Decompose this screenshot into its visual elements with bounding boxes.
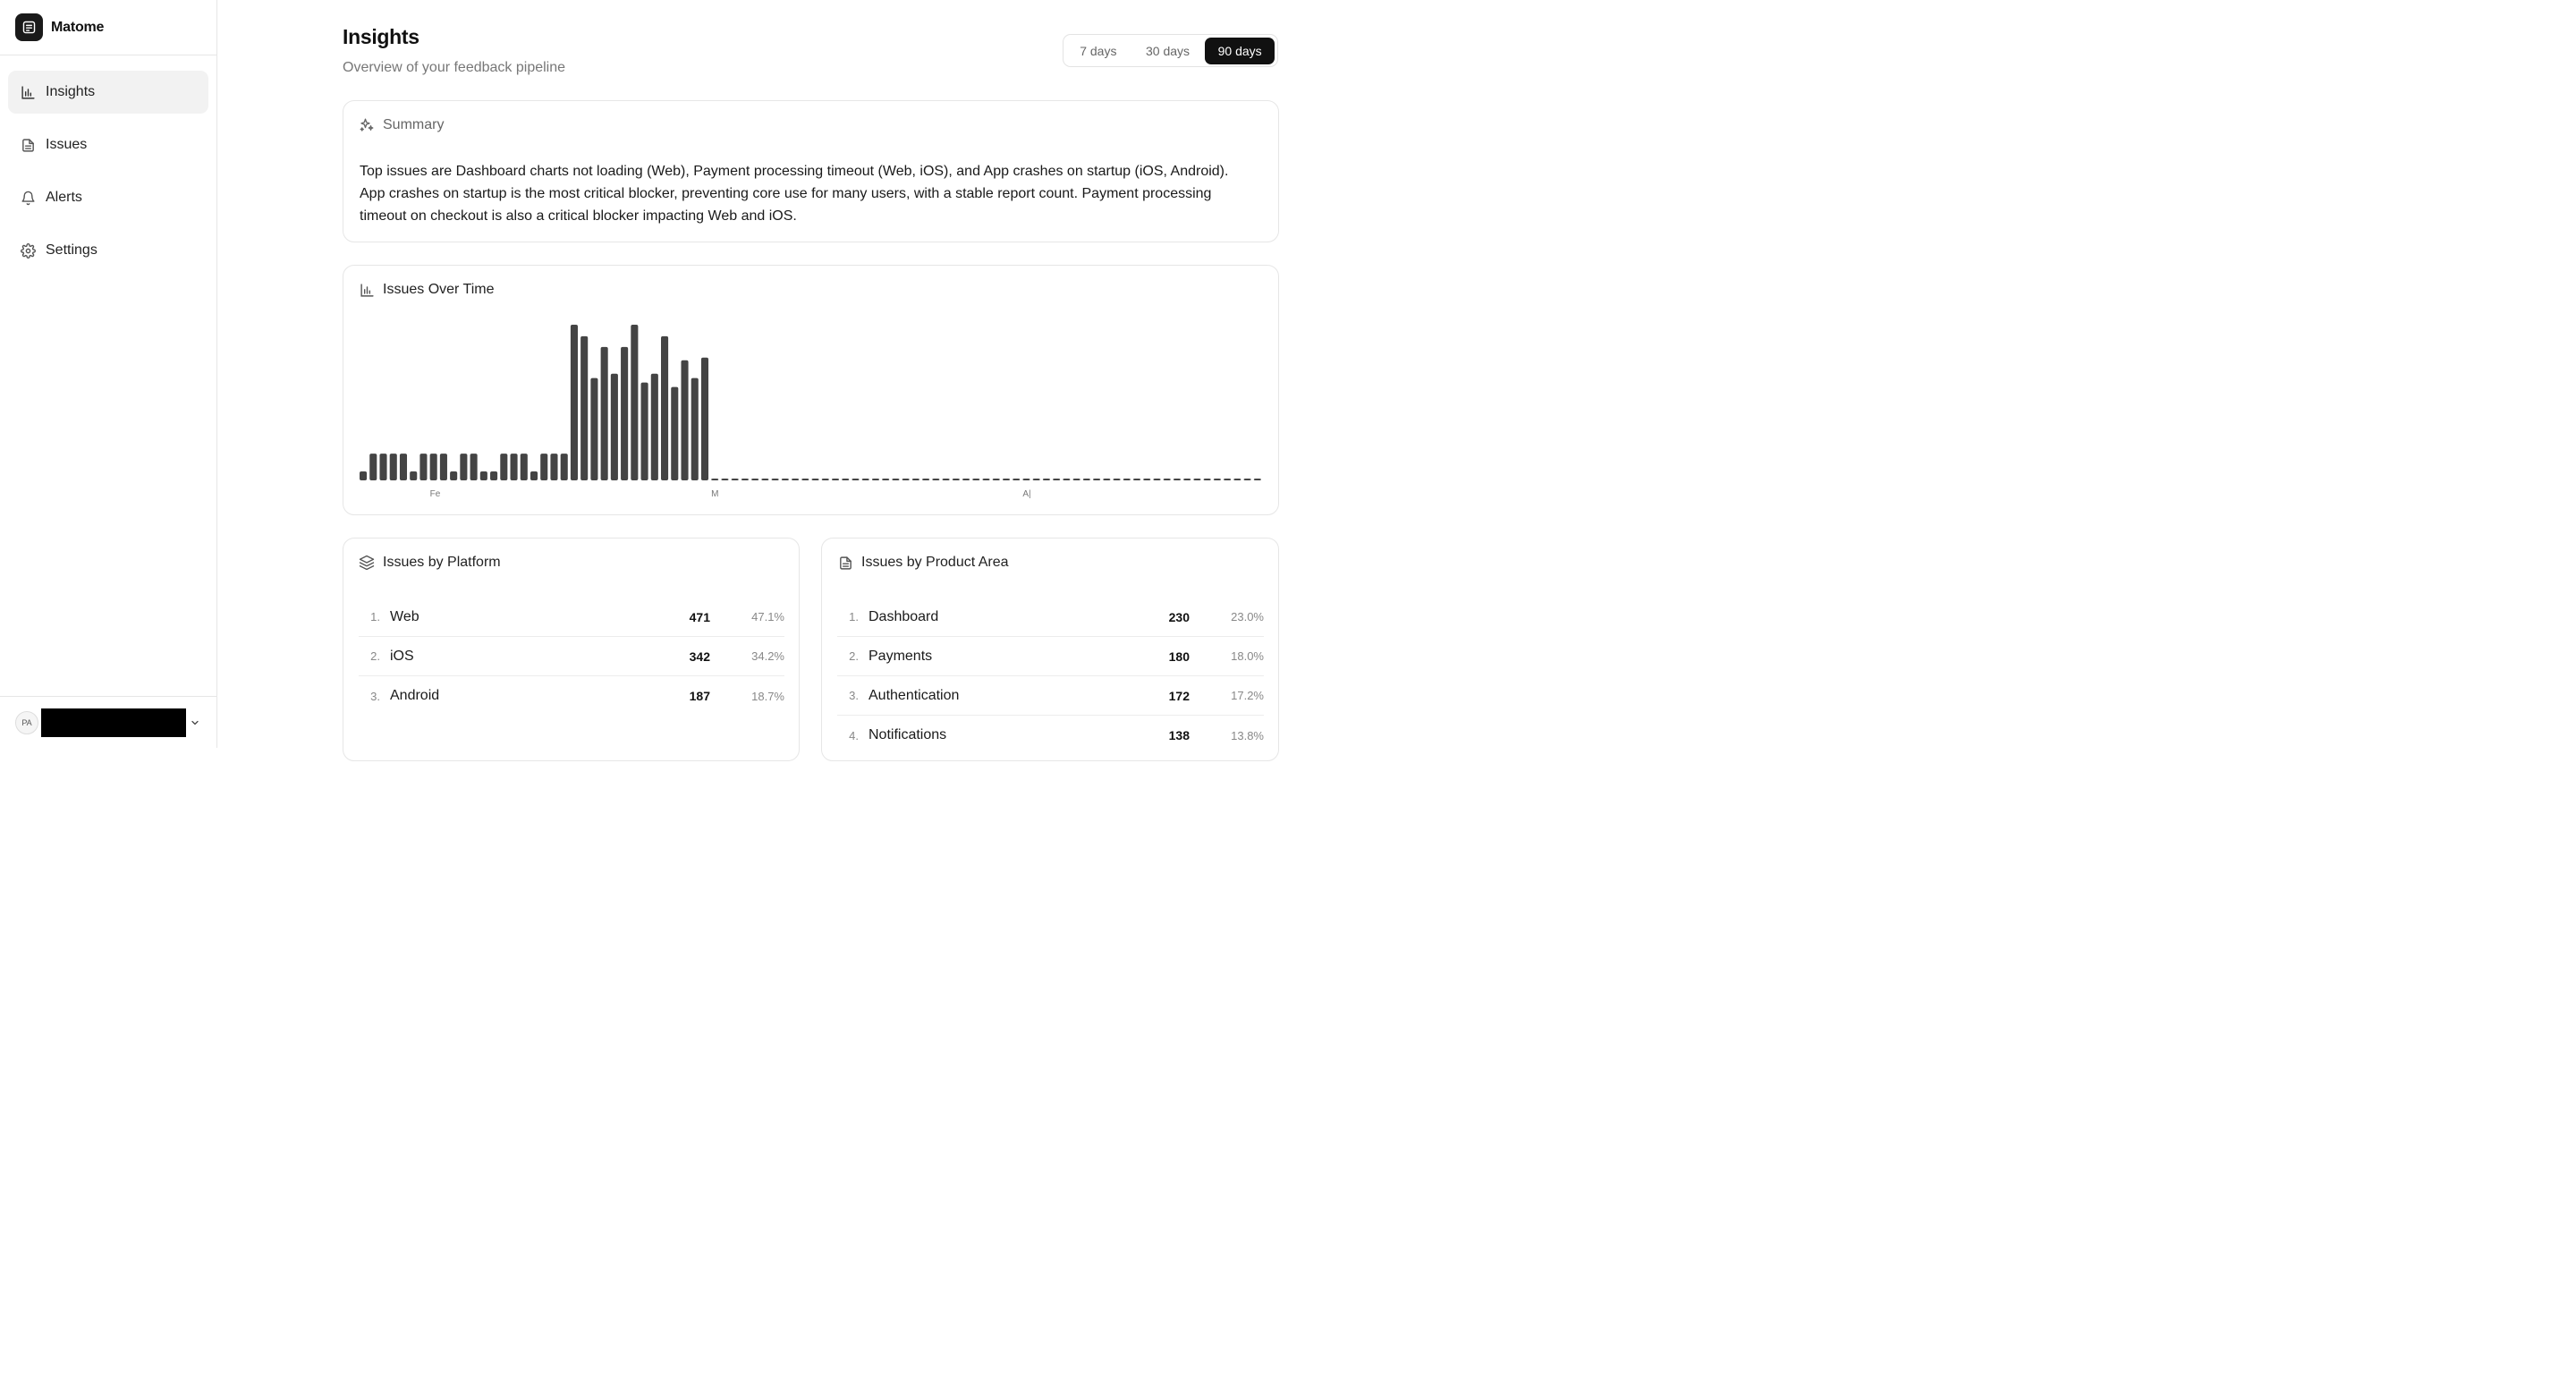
chart-bar[interactable] bbox=[1254, 479, 1261, 480]
row-percent: 18.0% bbox=[1231, 649, 1264, 663]
row-rank: 2. bbox=[370, 649, 380, 663]
chart-bar[interactable] bbox=[511, 454, 518, 480]
chart-bar[interactable] bbox=[1174, 479, 1181, 480]
chart-bar[interactable] bbox=[530, 471, 538, 480]
issues-over-time-card bbox=[343, 265, 1279, 515]
chart-bar[interactable] bbox=[1073, 479, 1080, 480]
sidebar-item-label: Insights bbox=[46, 84, 96, 99]
row-rank: 3. bbox=[849, 689, 859, 702]
row-name: Android bbox=[390, 688, 440, 703]
chart-bar[interactable] bbox=[982, 479, 989, 480]
chart-bar[interactable] bbox=[852, 479, 859, 480]
chart-bar[interactable] bbox=[1123, 479, 1131, 480]
chart-bar[interactable] bbox=[962, 479, 970, 480]
sidebar-item-issues[interactable] bbox=[8, 123, 208, 166]
chart-bar[interactable] bbox=[1063, 479, 1070, 480]
chart-bar[interactable] bbox=[882, 479, 889, 480]
sidebar-item-alerts[interactable] bbox=[8, 176, 208, 219]
chart-bar[interactable] bbox=[993, 479, 1000, 480]
chart-bar[interactable] bbox=[772, 479, 779, 480]
x-tick-label: M bbox=[711, 489, 719, 499]
chart-bar[interactable] bbox=[842, 479, 849, 480]
chart-bar[interactable] bbox=[1133, 479, 1140, 480]
chart-bar[interactable] bbox=[671, 387, 678, 480]
chart-bar[interactable] bbox=[822, 479, 829, 480]
row-name: Dashboard bbox=[869, 608, 939, 624]
chart-bar[interactable] bbox=[741, 479, 749, 480]
row-count: 471 bbox=[689, 609, 710, 624]
row-rank: 2. bbox=[849, 649, 859, 663]
chart-bar[interactable] bbox=[480, 471, 487, 480]
row-count: 342 bbox=[689, 649, 710, 664]
chart-bar[interactable] bbox=[972, 479, 979, 480]
row-rank: 1. bbox=[849, 610, 859, 623]
chart-bar[interactable] bbox=[872, 479, 879, 480]
page-title: Insights bbox=[343, 25, 419, 48]
chart-bar[interactable] bbox=[1093, 479, 1100, 480]
range-90-days-button[interactable]: 90 days bbox=[1205, 38, 1275, 64]
chart-bar[interactable] bbox=[1043, 479, 1050, 480]
product-area-row[interactable] bbox=[837, 637, 1264, 676]
chart-bar[interactable] bbox=[782, 479, 789, 480]
chart-bar[interactable] bbox=[801, 479, 809, 480]
chart-bar[interactable] bbox=[360, 471, 367, 480]
main-content bbox=[217, 0, 1380, 748]
chart-bar[interactable] bbox=[470, 454, 478, 480]
row-percent: 23.0% bbox=[1231, 610, 1264, 623]
row-percent: 47.1% bbox=[751, 610, 784, 623]
chart-bar[interactable] bbox=[1033, 479, 1040, 480]
chart-bar[interactable] bbox=[701, 358, 708, 480]
row-percent: 13.8% bbox=[1231, 728, 1264, 742]
chart-bar[interactable] bbox=[590, 378, 597, 480]
range-30-days-button[interactable]: 30 days bbox=[1145, 43, 1191, 58]
page-subtitle: Overview of your feedback pipeline bbox=[343, 60, 566, 75]
row-name: Authentication bbox=[869, 687, 960, 703]
chart-bar[interactable] bbox=[832, 479, 839, 480]
bell-icon bbox=[20, 190, 36, 206]
chart-bar[interactable] bbox=[651, 374, 658, 480]
sidebar-item-settings[interactable] bbox=[8, 229, 208, 272]
x-tick-label: A| bbox=[1022, 489, 1031, 499]
sidebar-item-label: Alerts bbox=[46, 190, 82, 205]
chart-bar[interactable] bbox=[1204, 479, 1211, 480]
row-name: Notifications bbox=[869, 727, 947, 742]
chart-bar[interactable] bbox=[1233, 479, 1241, 480]
platform-row[interactable] bbox=[359, 637, 784, 676]
sidebar-item-insights[interactable] bbox=[8, 71, 208, 114]
document-icon bbox=[837, 555, 853, 571]
row-count: 172 bbox=[1168, 688, 1190, 703]
platform-header bbox=[359, 555, 501, 571]
chart-bar[interactable] bbox=[1183, 479, 1191, 480]
chart-bar[interactable] bbox=[1143, 479, 1150, 480]
row-rank: 4. bbox=[849, 728, 859, 742]
matome-logo-icon bbox=[15, 13, 43, 41]
chart-bar[interactable] bbox=[430, 454, 437, 480]
chart-bar[interactable] bbox=[943, 479, 950, 480]
chart-bar[interactable] bbox=[1003, 479, 1010, 480]
chart-bar[interactable] bbox=[641, 383, 648, 480]
chart-bar[interactable] bbox=[732, 479, 739, 480]
chart-bar[interactable] bbox=[1193, 479, 1200, 480]
product-area-row[interactable] bbox=[837, 716, 1264, 755]
sidebar-item-label: Settings bbox=[46, 242, 97, 258]
row-rank: 1. bbox=[370, 610, 380, 623]
chart-bar[interactable] bbox=[500, 454, 507, 480]
platform-row[interactable] bbox=[359, 676, 784, 716]
chart-bar[interactable] bbox=[812, 479, 819, 480]
chart-bar[interactable] bbox=[419, 454, 427, 480]
row-percent: 17.2% bbox=[1231, 689, 1264, 702]
chart-bar[interactable] bbox=[661, 336, 668, 480]
date-range-selector bbox=[1063, 34, 1278, 67]
user-menu[interactable] bbox=[0, 696, 217, 748]
bar-chart-icon bbox=[20, 84, 36, 100]
chart-bar[interactable] bbox=[751, 479, 758, 480]
summary-text: Top issues are Dashboard charts not loading (Web), Payment processing timeout (Web, iOS), and App crashes on startup (iOS, Android). App crashes on startup is the most critical blocker, preventing core use for many users, with a stable report count. Payment processing timeout on checkout is also a critical blocker impacting Web and iOS. bbox=[360, 164, 1229, 224]
chart-bar[interactable] bbox=[550, 454, 557, 480]
chart-bar[interactable] bbox=[681, 360, 688, 480]
chart-bar[interactable] bbox=[721, 479, 728, 480]
chart-bar[interactable] bbox=[580, 336, 588, 480]
issues-over-time-chart bbox=[343, 266, 1280, 516]
chart-bar[interactable] bbox=[953, 479, 960, 480]
chart-bar[interactable] bbox=[1013, 479, 1020, 480]
chart-bar[interactable] bbox=[379, 454, 386, 480]
chart-bar[interactable] bbox=[1083, 479, 1090, 480]
chart-bar[interactable] bbox=[1244, 479, 1251, 480]
row-count: 187 bbox=[689, 689, 710, 703]
chart-bar[interactable] bbox=[390, 454, 397, 480]
row-name: Web bbox=[390, 608, 419, 624]
chart-bar[interactable] bbox=[922, 479, 929, 480]
chart-bar[interactable] bbox=[1022, 479, 1030, 480]
chart-bar[interactable] bbox=[761, 479, 768, 480]
row-count: 180 bbox=[1168, 649, 1190, 664]
row-name: iOS bbox=[390, 648, 414, 664]
row-count: 230 bbox=[1168, 609, 1190, 624]
chart-bar[interactable] bbox=[932, 479, 939, 480]
chart-bar[interactable] bbox=[1153, 479, 1160, 480]
chart-bar[interactable] bbox=[601, 347, 608, 480]
chart-title: Issues Over Time bbox=[383, 282, 495, 297]
chart-bar[interactable] bbox=[1114, 479, 1121, 480]
product-area-title: Issues by Product Area bbox=[861, 555, 1009, 570]
avatar: PA bbox=[15, 711, 38, 734]
chart-bar[interactable] bbox=[691, 378, 699, 480]
row-name: Payments bbox=[869, 648, 933, 664]
app-name: Matome bbox=[51, 19, 105, 35]
product-area-row[interactable] bbox=[837, 676, 1264, 716]
chart-bar[interactable] bbox=[400, 454, 407, 480]
chart-bar[interactable] bbox=[571, 325, 578, 480]
chevron-down-icon[interactable] bbox=[190, 717, 200, 728]
chart-bar[interactable] bbox=[460, 454, 467, 480]
chart-bar[interactable] bbox=[631, 325, 638, 480]
sidebar bbox=[0, 0, 217, 748]
chart-bar[interactable] bbox=[792, 479, 799, 480]
chart-bar[interactable] bbox=[369, 454, 377, 480]
chart-bar[interactable] bbox=[410, 471, 417, 480]
chart-bar[interactable] bbox=[862, 479, 869, 480]
row-rank: 3. bbox=[370, 689, 380, 703]
document-icon bbox=[20, 137, 36, 153]
chart-bar[interactable] bbox=[621, 347, 628, 480]
chart-bar[interactable] bbox=[1103, 479, 1110, 480]
x-tick-label: Fe bbox=[429, 489, 441, 499]
summary-header bbox=[359, 117, 444, 133]
chart-bar[interactable] bbox=[440, 454, 447, 480]
chart-bar[interactable] bbox=[711, 479, 718, 480]
summary-card bbox=[343, 100, 1279, 242]
chart-bar[interactable] bbox=[912, 479, 919, 480]
sidebar-nav bbox=[0, 55, 216, 272]
platform-row[interactable] bbox=[359, 598, 784, 637]
sidebar-item-label: Issues bbox=[46, 137, 88, 152]
chart-bar[interactable] bbox=[611, 374, 618, 480]
sparkles-icon bbox=[359, 117, 375, 133]
product-area-header bbox=[837, 555, 1009, 571]
chart-bar[interactable] bbox=[450, 471, 457, 480]
range-7-days-button[interactable]: 7 days bbox=[1080, 43, 1117, 58]
gear-icon bbox=[20, 242, 36, 259]
brand[interactable] bbox=[0, 0, 216, 55]
redacted-user-name bbox=[41, 708, 186, 737]
chart-bar[interactable] bbox=[521, 454, 528, 480]
chart-bar[interactable] bbox=[1053, 479, 1060, 480]
chart-bar[interactable] bbox=[1214, 479, 1221, 480]
platform-title: Issues by Platform bbox=[383, 555, 501, 570]
row-percent: 34.2% bbox=[751, 649, 784, 663]
product-area-row[interactable] bbox=[837, 598, 1264, 637]
chart-bar[interactable] bbox=[1224, 479, 1231, 480]
chart-bar[interactable] bbox=[892, 479, 899, 480]
chart-bar[interactable] bbox=[902, 479, 910, 480]
issues-by-product-area-card bbox=[821, 538, 1279, 761]
row-percent: 18.7% bbox=[751, 689, 784, 703]
chart-bar[interactable] bbox=[561, 454, 568, 480]
chart-bar[interactable] bbox=[490, 471, 497, 480]
chart-bar[interactable] bbox=[1164, 479, 1171, 480]
summary-title: Summary bbox=[383, 117, 445, 132]
row-count: 138 bbox=[1168, 728, 1190, 742]
layers-icon bbox=[359, 555, 375, 571]
issues-by-platform-card bbox=[343, 538, 800, 761]
chart-bar[interactable] bbox=[540, 454, 547, 480]
